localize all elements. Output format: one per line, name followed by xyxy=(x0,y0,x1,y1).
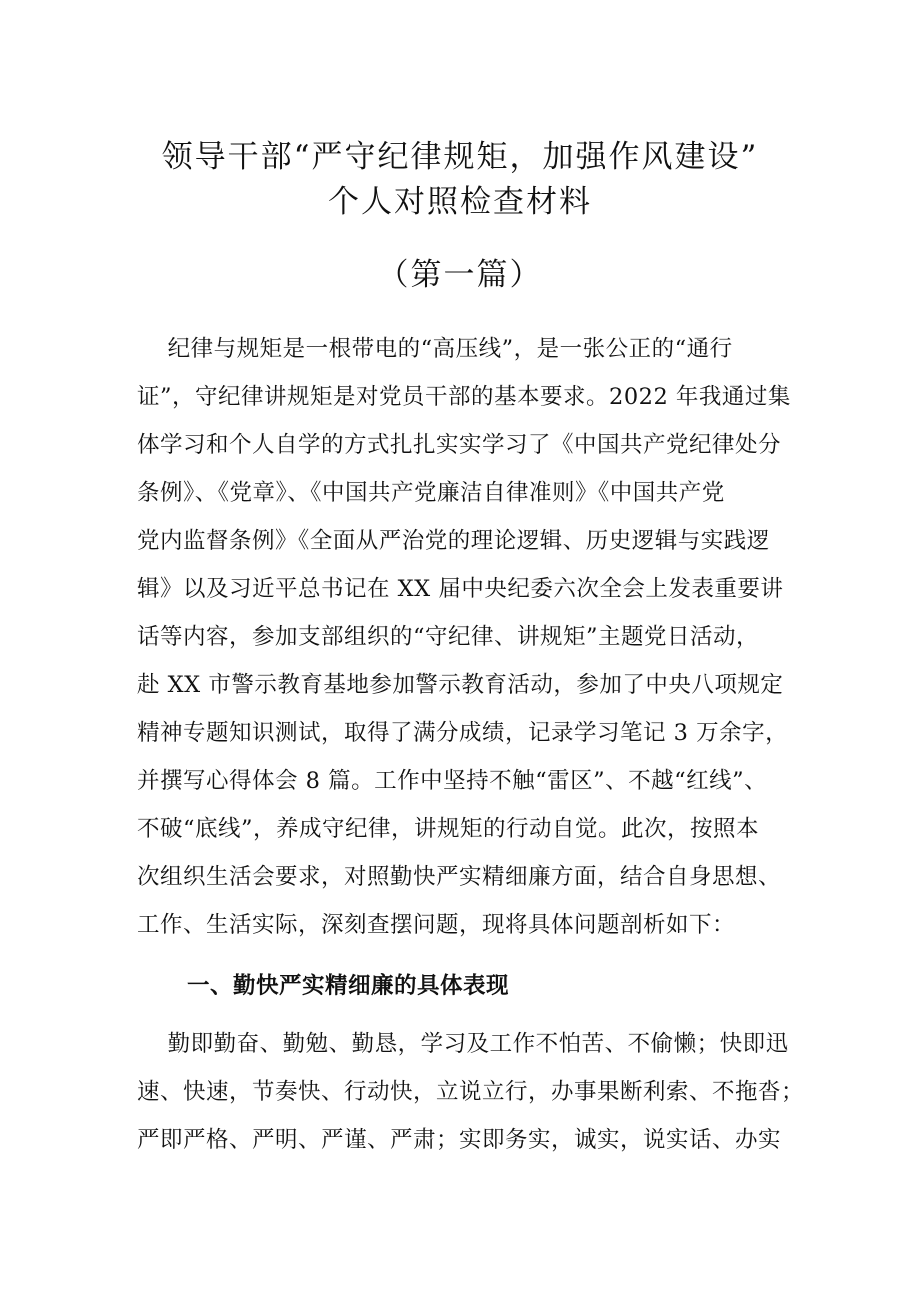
section-heading-1: 一、勤快严实精细廉的具体表现 xyxy=(187,973,510,999)
document-title-line-2: 个人对照检查材料 xyxy=(328,184,592,220)
text-line: 次组织生活会要求，对照勤快严实精细廉方面，结合自身思想、 xyxy=(137,864,782,890)
text-line: 精神专题知识测试，取得了满分成绩，记录学习笔记 3 万余字， xyxy=(137,720,789,746)
text-line: 辑》以及习近平总书记在 XX 届中央纪委六次全会上发表重要讲 xyxy=(137,576,784,602)
text-line: 体学习和个人自学的方式扎扎实实学习了《中国共产党纪律处分 xyxy=(137,432,782,458)
text-line: 速、快速，节奏快、行动快，立说立行，办事果断利索、不拖沓； xyxy=(137,1079,805,1105)
text-line: 证”，守纪律讲规矩是对党员干部的基本要求。2022 年我通过集 xyxy=(137,384,791,410)
text-line: 纪律与规矩是一根带电的“高压线”，是一张公正的“通行 xyxy=(137,336,733,362)
text-line: 赴 XX 市警示教育基地参加警示教育活动，参加了中央八项规定 xyxy=(137,672,784,698)
text-line: 勤即勤奋、勤勉、勤恳，学习及工作不怕苦、不偷懒；快即迅 xyxy=(137,1031,789,1057)
text-line: 话等内容，参加支部组织的“守纪律、讲规矩”主题党日活动， xyxy=(137,624,760,650)
document-subtitle: （第一篇） xyxy=(377,257,543,293)
text-line: 条例》、《党章》、《中国共产党廉洁自律准则》《中国共产党 xyxy=(137,480,725,506)
text-line: 工作、生活实际，深刻查摆问题，现将具体问题剖析如下： xyxy=(137,912,736,938)
text-line: 并撰写心得体会 8 篇。工作中坚持不触“雷区”、不越“红线”、 xyxy=(137,768,768,794)
paragraph-section-1 xyxy=(137,1020,805,1164)
text-line: 党内监督条例》《全面从严治党的理论逻辑、历史逻辑与实践逻 xyxy=(137,528,770,554)
paragraph-intro xyxy=(137,325,789,949)
text-line: 严即严格、严明、严谨、严肃；实即务实，诚实，说实话、办实 xyxy=(137,1127,782,1153)
document-title-line-1: 领导干部“严守纪律规矩，加强作风建设” xyxy=(161,139,759,175)
text-line: 不破“底线”，养成守纪律，讲规矩的行动自觉。此次，按照本 xyxy=(137,816,760,842)
